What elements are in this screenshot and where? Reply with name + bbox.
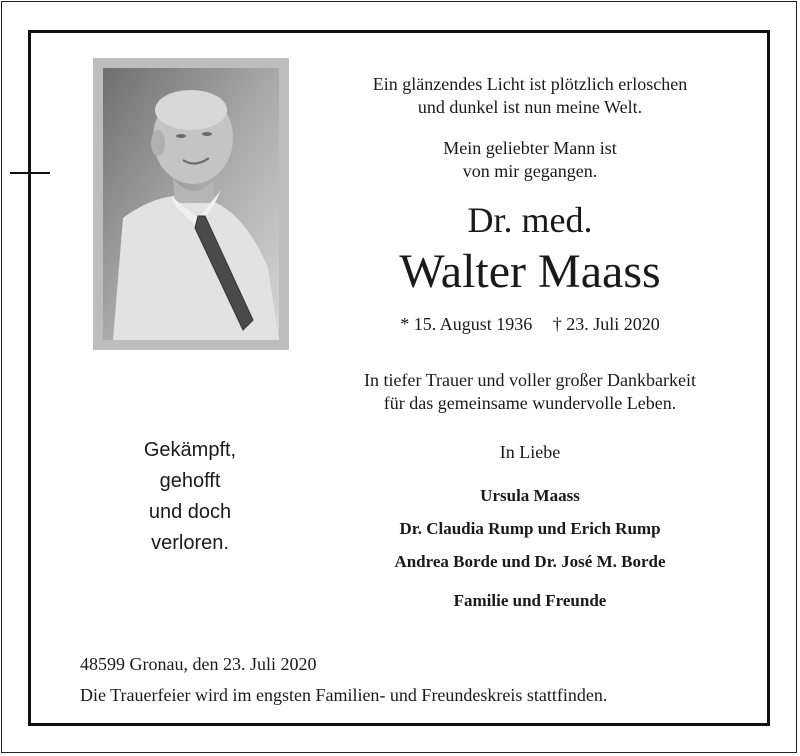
family-member: Familie und Freunde (453, 591, 607, 610)
place-and-date: 48599 Gronau, den 23. Juli 2020 (80, 654, 317, 674)
family-member: Dr. Claudia Rump und Erich Rump (399, 519, 661, 538)
cross-icon (10, 172, 50, 174)
opening-verse (330, 73, 730, 119)
funeral-note: Die Trauerfeier wird im engsten Familien- und Freundeskreis stattfinden. (80, 685, 608, 705)
second-verse-line: von mir gegangen. (462, 161, 598, 181)
deceased-name: Walter Maass (399, 245, 661, 298)
left-verse (95, 435, 285, 559)
portrait-photo (103, 68, 279, 340)
frame-left-edge-bottom (28, 190, 31, 726)
opening-verse-line: Ein glänzendes Licht ist plötzlich erloschen (372, 74, 688, 94)
portrait-image (103, 68, 279, 340)
family-member: Andrea Borde und Dr. José M. Borde (394, 552, 666, 571)
second-verse-line: Mein geliebter Mann ist (443, 138, 617, 158)
deceased-title: Dr. med. (467, 200, 593, 240)
opening-verse-line: und dunkel ist nun meine Welt. (417, 97, 643, 117)
birth-date: * 15. August 1936 (400, 314, 533, 334)
death-date: † 23. Juli 2020 (552, 314, 660, 334)
in-love-label: In Liebe (499, 442, 561, 462)
mourning-text (310, 369, 750, 415)
left-verse-line: und doch (148, 501, 232, 523)
left-verse-line: Gekämpft, (143, 439, 237, 461)
portrait-photo-frame (93, 58, 289, 350)
second-verse (330, 137, 730, 183)
life-dates (330, 313, 730, 336)
left-verse-line: verloren. (151, 532, 229, 554)
frame-left-edge-top (28, 30, 31, 155)
mourning-line: In tiefer Trauer und voller großer Dankbarkeit (364, 370, 696, 390)
family-member: Ursula Maass (480, 486, 580, 505)
mourning-line: für das gemeinsame wundervolle Leben. (383, 393, 677, 413)
left-verse-line: gehofft (159, 470, 221, 492)
